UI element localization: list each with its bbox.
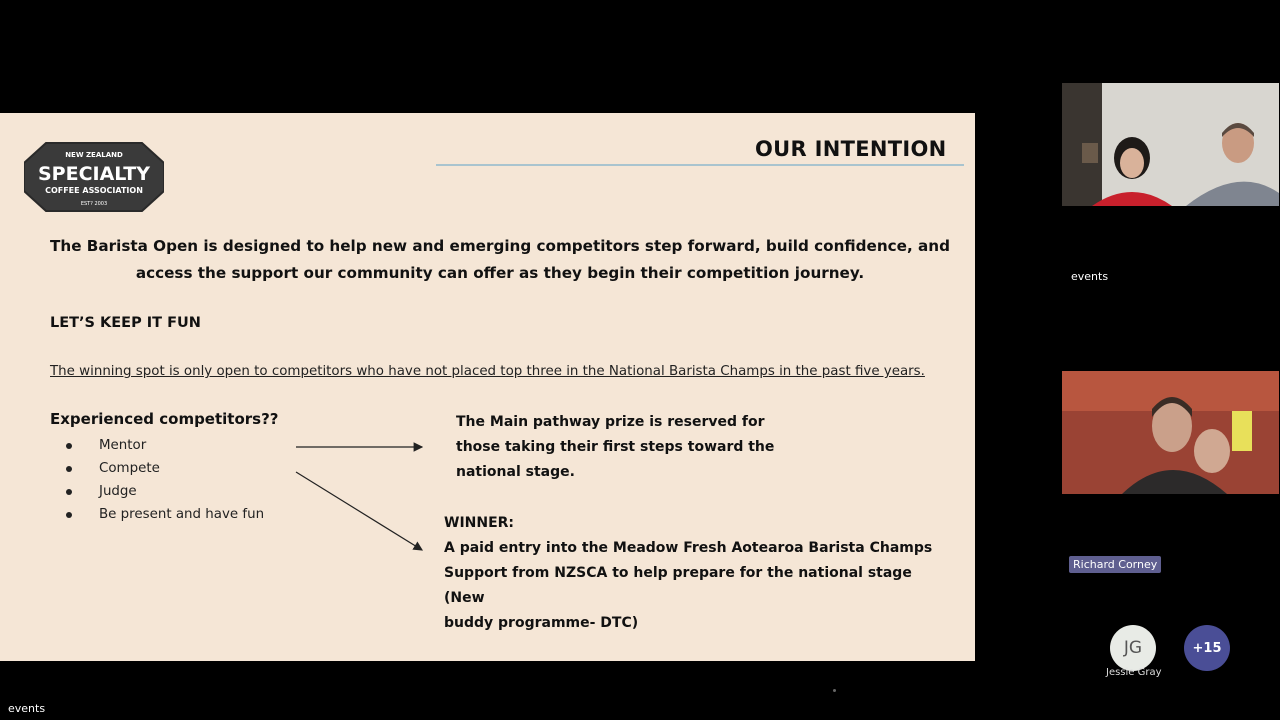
list-item bbox=[66, 480, 264, 503]
experienced-list bbox=[66, 434, 264, 526]
list-item-label: Be present and have fun bbox=[99, 507, 265, 522]
list-item-label: Judge bbox=[99, 484, 137, 499]
meeting-label: events bbox=[8, 702, 46, 715]
winner-text bbox=[444, 511, 944, 636]
pathway-prize-text bbox=[456, 410, 796, 485]
participant-avatar-name: Jessie Gray bbox=[1106, 667, 1162, 678]
video-feed-image bbox=[1062, 371, 1279, 494]
list-item bbox=[66, 503, 264, 526]
shared-slide bbox=[0, 113, 975, 661]
arrow-down-right-icon bbox=[296, 472, 422, 550]
eligibility-rule: The winning spot is only open to competitors who have not placed top three in the National Barista Champs in the past five years. bbox=[50, 364, 925, 379]
title-underline bbox=[436, 164, 964, 166]
fun-heading: LET’S KEEP IT FUN bbox=[50, 315, 201, 331]
participant-video-tile[interactable] bbox=[1062, 83, 1279, 206]
participant-video-tile[interactable] bbox=[1062, 371, 1279, 494]
winner-line: buddy programme- DTC) bbox=[444, 615, 639, 631]
arrows-diagram bbox=[290, 438, 430, 556]
pathway-line: The Main pathway prize is reserved for bbox=[456, 414, 765, 430]
pathway-line: national stage. bbox=[456, 464, 575, 480]
logo-est-text: EST? 2003 bbox=[80, 201, 108, 207]
winner-heading: WINNER: bbox=[444, 515, 515, 531]
logo-sub-text: COFFEE ASSOCIATION bbox=[45, 186, 143, 195]
bullet-icon bbox=[66, 466, 72, 472]
bullet-icon bbox=[66, 489, 72, 495]
experienced-heading: Experienced competitors?? bbox=[50, 410, 279, 428]
tile-label: events bbox=[1071, 270, 1109, 283]
intro-line: The Barista Open is designed to help new and emerging competitors step forward, build confidence, and bbox=[50, 237, 950, 255]
bullet-icon bbox=[66, 443, 72, 449]
intro-paragraph bbox=[40, 233, 960, 287]
winner-line: Support from NZSCA to help prepare for the national stage (New bbox=[444, 565, 912, 606]
nzsca-logo bbox=[24, 135, 164, 217]
winner-line: A paid entry into the Meadow Fresh Aotearoa Barista Champs bbox=[444, 540, 933, 556]
list-item bbox=[66, 434, 264, 457]
logo-main-text: SPECIALTY bbox=[38, 163, 150, 185]
logo-top-text: NEW ZEALAND bbox=[65, 151, 123, 159]
list-item bbox=[66, 457, 264, 480]
pathway-line: those taking their first steps toward the bbox=[456, 439, 775, 455]
slide-title: OUR INTENTION bbox=[755, 137, 947, 161]
bullet-icon bbox=[66, 512, 72, 518]
list-item-label: Compete bbox=[99, 461, 160, 476]
participant-avatar[interactable]: JG bbox=[1110, 625, 1156, 671]
cursor-icon bbox=[833, 689, 836, 692]
video-feed-image bbox=[1062, 83, 1279, 206]
intro-line: access the support our community can offer as they begin their competition journey. bbox=[135, 264, 865, 282]
list-item-label: Mentor bbox=[99, 438, 147, 453]
participant-name-tag: Richard Corney bbox=[1069, 556, 1161, 573]
more-participants-button[interactable]: +15 bbox=[1184, 625, 1230, 671]
